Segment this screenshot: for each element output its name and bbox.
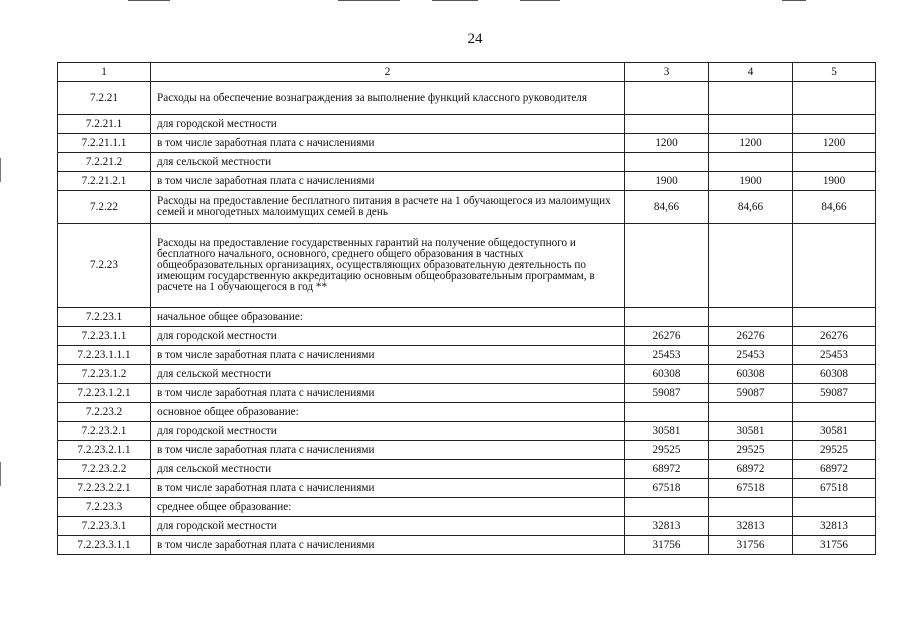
value-col5: 30581 [793, 422, 876, 441]
table-row [58, 384, 876, 403]
row-description: для сельской местности [151, 460, 625, 479]
row-number: 7.2.21 [58, 82, 151, 115]
row-number: 7.2.22 [58, 191, 151, 224]
value-col4 [709, 82, 793, 115]
value-col5: 31756 [793, 536, 876, 555]
column-header: 3 [625, 63, 709, 82]
table-row [58, 327, 876, 346]
expense-norms-table [57, 62, 876, 555]
value-col5 [793, 498, 876, 517]
row-number: 7.2.21.1.1 [58, 134, 151, 153]
value-col4: 25453 [709, 346, 793, 365]
value-col4: 26276 [709, 327, 793, 346]
table-row [58, 172, 876, 191]
value-col4: 1900 [709, 172, 793, 191]
row-number: 7.2.23.3 [58, 498, 151, 517]
value-col5: 32813 [793, 517, 876, 536]
row-number: 7.2.23.2.1 [58, 422, 151, 441]
page-number: 24 [467, 31, 483, 47]
scan-artifact-line [432, 0, 478, 1]
value-col4: 84,66 [709, 191, 793, 224]
value-col5: 68972 [793, 460, 876, 479]
value-col5: 29525 [793, 441, 876, 460]
scan-edge-mark [0, 158, 1, 182]
scan-artifact-line [128, 0, 170, 1]
value-col4: 1200 [709, 134, 793, 153]
row-description: в том числе заработная плата с начислениями [151, 536, 625, 555]
row-description: для сельской местности [151, 365, 625, 384]
value-col4: 30581 [709, 422, 793, 441]
row-description: в том числе заработная плата с начислениями [151, 346, 625, 365]
row-description: для городской местности [151, 422, 625, 441]
table-row [58, 224, 876, 308]
value-col3: 26276 [625, 327, 709, 346]
value-col4 [709, 224, 793, 308]
table-row [58, 536, 876, 555]
table-row [58, 191, 876, 224]
value-col4: 68972 [709, 460, 793, 479]
value-col3: 31756 [625, 536, 709, 555]
value-col3 [625, 308, 709, 327]
row-description: основное общее образование: [151, 403, 625, 422]
value-col4 [709, 115, 793, 134]
row-description: Расходы на предоставление бесплатного питания в расчете на 1 обучающегося из малоимущих семей и многодетных малоимущих семей в день [151, 191, 625, 224]
value-col4 [709, 498, 793, 517]
column-header: 2 [151, 63, 625, 82]
scan-artifact-line [338, 0, 400, 1]
row-description: для городской местности [151, 327, 625, 346]
row-description: в том числе заработная плата с начислениями [151, 134, 625, 153]
table-header-row [58, 63, 876, 82]
value-col3 [625, 224, 709, 308]
row-number: 7.2.21.2 [58, 153, 151, 172]
scan-artifact-line [782, 0, 806, 1]
value-col4: 32813 [709, 517, 793, 536]
row-number: 7.2.23.1 [58, 308, 151, 327]
value-col3: 67518 [625, 479, 709, 498]
value-col5: 25453 [793, 346, 876, 365]
table-row [58, 365, 876, 384]
value-col3: 59087 [625, 384, 709, 403]
value-col3: 32813 [625, 517, 709, 536]
row-description: для сельской местности [151, 153, 625, 172]
value-col4: 31756 [709, 536, 793, 555]
value-col4 [709, 403, 793, 422]
value-col5: 67518 [793, 479, 876, 498]
value-col5: 26276 [793, 327, 876, 346]
value-col3: 29525 [625, 441, 709, 460]
row-number: 7.2.23.1.2.1 [58, 384, 151, 403]
value-col5 [793, 308, 876, 327]
row-description: в том числе заработная плата с начислениями [151, 441, 625, 460]
value-col3: 30581 [625, 422, 709, 441]
value-col3: 60308 [625, 365, 709, 384]
row-description: в том числе заработная плата с начислениями [151, 384, 625, 403]
row-number: 7.2.23.2.1.1 [58, 441, 151, 460]
row-number: 7.2.23.1.1.1 [58, 346, 151, 365]
row-description: начальное общее образование: [151, 308, 625, 327]
value-col4: 60308 [709, 365, 793, 384]
table-row [58, 346, 876, 365]
table-row [58, 82, 876, 115]
value-col4 [709, 308, 793, 327]
row-description: для городской местности [151, 517, 625, 536]
value-col5 [793, 115, 876, 134]
scan-artifact-line [520, 0, 560, 1]
row-number: 7.2.23.2 [58, 403, 151, 422]
row-description: Расходы на обеспечение вознаграждения за выполнение функций классного руководителя [151, 82, 625, 115]
value-col5: 1900 [793, 172, 876, 191]
row-number: 7.2.23.2.2 [58, 460, 151, 479]
row-description: среднее общее образование: [151, 498, 625, 517]
value-col5: 1200 [793, 134, 876, 153]
value-col5 [793, 153, 876, 172]
value-col5: 59087 [793, 384, 876, 403]
value-col5 [793, 224, 876, 308]
table-row [58, 308, 876, 327]
value-col3 [625, 115, 709, 134]
value-col3 [625, 82, 709, 115]
row-number: 7.2.23.3.1 [58, 517, 151, 536]
value-col5: 60308 [793, 365, 876, 384]
table-row [58, 498, 876, 517]
value-col3 [625, 498, 709, 517]
table-row [58, 479, 876, 498]
scan-edge-mark [0, 462, 1, 486]
value-col3: 68972 [625, 460, 709, 479]
row-number: 7.2.23.2.2.1 [58, 479, 151, 498]
row-number: 7.2.21.2.1 [58, 172, 151, 191]
value-col4: 67518 [709, 479, 793, 498]
value-col4: 59087 [709, 384, 793, 403]
column-header: 5 [793, 63, 876, 82]
table-row [58, 517, 876, 536]
value-col3: 1200 [625, 134, 709, 153]
value-col3: 1900 [625, 172, 709, 191]
table-row [58, 441, 876, 460]
value-col5 [793, 82, 876, 115]
row-description: для городской местности [151, 115, 625, 134]
value-col4 [709, 153, 793, 172]
row-description: в том числе заработная плата с начислениями [151, 479, 625, 498]
row-number: 7.2.23.1.2 [58, 365, 151, 384]
row-number: 7.2.23.3.1.1 [58, 536, 151, 555]
value-col4: 29525 [709, 441, 793, 460]
table-row [58, 460, 876, 479]
value-col3: 25453 [625, 346, 709, 365]
value-col5: 84,66 [793, 191, 876, 224]
row-number: 7.2.23 [58, 224, 151, 308]
value-col3 [625, 403, 709, 422]
row-number: 7.2.23.1.1 [58, 327, 151, 346]
table-row [58, 115, 876, 134]
column-header: 1 [58, 63, 151, 82]
row-description: в том числе заработная плата с начислениями [151, 172, 625, 191]
table-row [58, 403, 876, 422]
table-row [58, 134, 876, 153]
column-header: 4 [709, 63, 793, 82]
row-number: 7.2.21.1 [58, 115, 151, 134]
table-row [58, 153, 876, 172]
value-col3 [625, 153, 709, 172]
value-col5 [793, 403, 876, 422]
table-row [58, 422, 876, 441]
row-description: Расходы на предоставление государственных гарантий на получение общедоступного и бесплатного начального, основного, среднего общего образования в частных общеобразовательных организациях, осуществляющих образовательную деятельность по имеющим государственную аккредитацию основным общеобразовательным программам, в расчете на 1 обучающегося в год ** [151, 224, 625, 308]
value-col3: 84,66 [625, 191, 709, 224]
